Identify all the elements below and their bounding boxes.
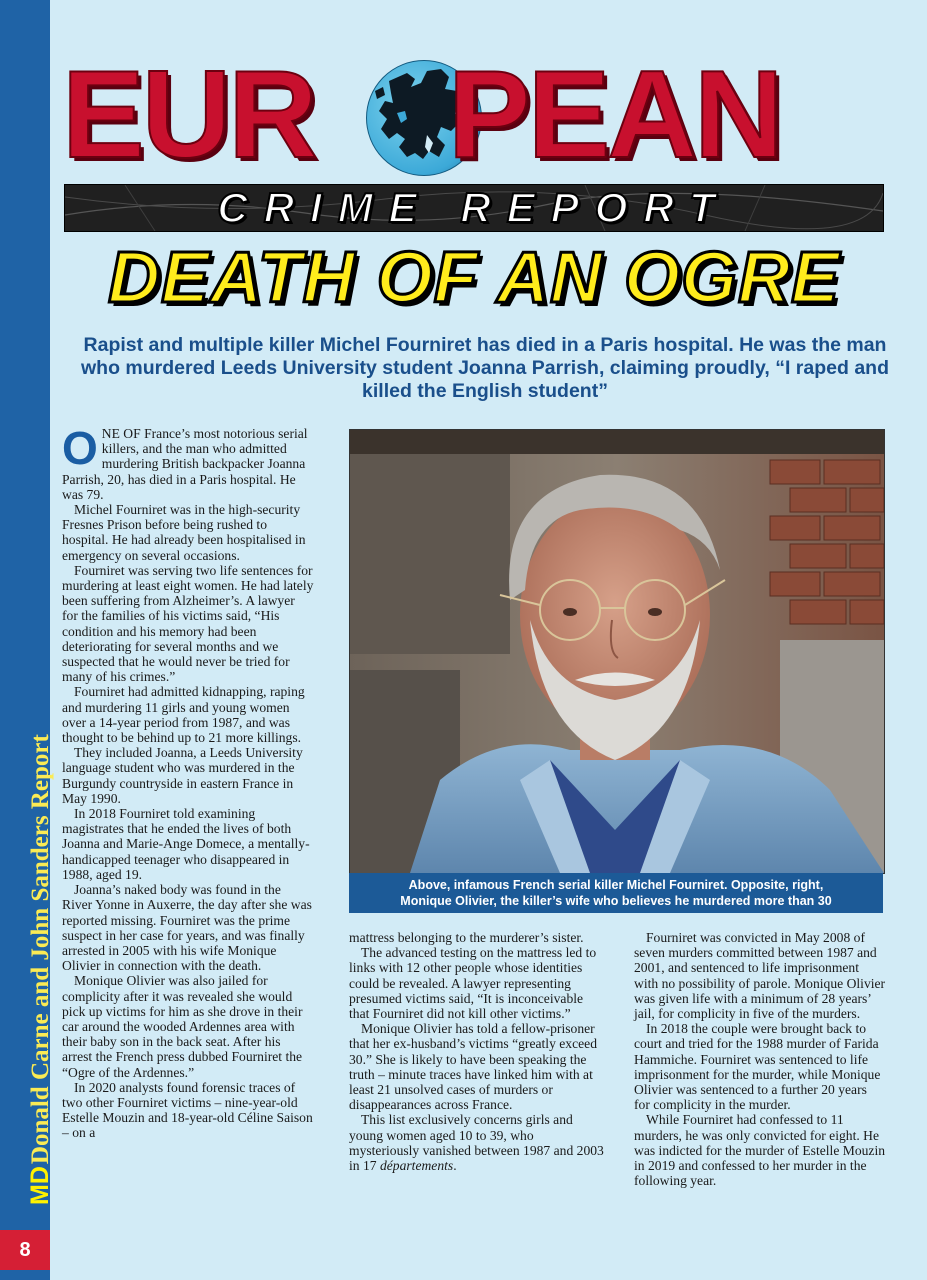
caption-line-2: Monique Olivier, the killer’s wife who believes he murdered more than 30 <box>400 894 832 908</box>
article-column-1 <box>62 422 314 1141</box>
paragraph: While Fourniret had confessed to 11 murders, he was only convicted for eight. He was indicted for the murder of Estelle Mouzin in 2019 and confessed to her murder in the following year. <box>634 1112 886 1189</box>
paragraph: mattress belonging to the murderer’s sister. <box>349 930 584 945</box>
caption-line-1: Above, infamous French serial killer Michel Fourniret. Opposite, right, <box>408 878 824 892</box>
photo-caption <box>349 873 883 913</box>
crime-report-title: CRIME REPORT <box>217 184 731 231</box>
masthead-word-left: EUR <box>62 46 315 184</box>
article-column-3 <box>634 930 886 1188</box>
paragraph: Michel Fourniret was in the high-security Fresnes Prison before being rushed to hospital. He had already been hospitalised in emergency on several occasions. <box>62 502 306 563</box>
article-column-2 <box>349 930 605 1173</box>
page-number: 8 <box>0 1230 50 1270</box>
paragraph: The advanced testing on the mattress led to links with 12 other people whose identities could be revealed. A lawyer representing presumed victims said, “It is inconceivable that Fourniret did not kill other victims.” <box>349 945 597 1022</box>
paragraph: Monique Olivier has told a fellow-prisoner that her ex-husband’s victims “greatly exceed 30.” She is likely to have been speaking the truth – minute traces have linked him with at least 21 unsolved cases of murders or disappearances across France. <box>349 1021 597 1113</box>
masthead-word-right: PEAN <box>448 46 781 184</box>
sidebar-title <box>25 685 56 1205</box>
fourniret-photo <box>349 429 885 874</box>
crime-report-banner <box>64 184 884 232</box>
headline: DEATH OF AN OGRE <box>108 238 840 318</box>
drop-cap: O <box>62 422 98 474</box>
paragraph: ONE OF France’s most notorious serial killers, and the man who admitted murdering British backpacker Joanna Parrish, 20, has died in a Paris hospital. He was 79. <box>62 422 308 502</box>
paragraph: Fourniret had admitted kidnapping, raping and murdering 11 girls and young women over a 14-year period from 1987, and was thought to be behind up to 21 more killings. <box>62 684 305 746</box>
paragraph: They included Joanna, a Leeds University language student who was murdered in the Burgundy countryside in eastern France in May 1990. <box>62 745 303 806</box>
paragraph: Fourniret was serving two life sentences for murdering at least eight women. He had lately been suffering from Alzheimer’s. A lawyer for the families of his victims said, “His condition and his memory had been deteriorating for several months and we suspected that he would never be tried for many of his crimes.” <box>62 562 314 685</box>
paragraph: Fourniret was convicted in May 2008 of seven murders committed between 1987 and 2001, and sentenced to life imprisonment with no possibility of parole. Monique Olivier was given life with a minimum of 28 years’ jail, for complicity in five of the murders. <box>634 930 886 1022</box>
paragraph: In 2018 Fourniret told examining magistrates that he ended the lives of both Joanna and Marie-Ange Domece, a mentally-handicapped teenager who disappeared in 1988, aged 19. <box>62 806 310 882</box>
paragraph: This list exclusively concerns girls and young women aged 10 to 39, who mysteriously vanished between 1987 and 2003 in 17 départements. <box>349 1112 604 1174</box>
paragraph: Monique Olivier was also jailed for complicity after it was revealed she would pick up victims for him as she drove in their car around the wooded Ardennes area with their baby son in the back seat. After his arrest the French press dubbed Fourniret the “Ogre of the Ardennes.” <box>62 973 303 1080</box>
paragraph: Joanna’s naked body was found in the River Yonne in Auxerre, the day after she was reported missing. Fourniret was the prime suspect in her case for years, and was finally arrested in 2005 with his wife Monique Olivier in connection with the death. <box>62 882 312 974</box>
paragraph: In 2018 the couple were brought back to court and tried for the 1988 murder of Farida Hammiche. Fourniret was sentenced to life imprisonment for the murder, while Monique Olivier was sentenced to a further 20 years for complicity in the murder. <box>634 1021 881 1113</box>
masthead <box>62 46 882 184</box>
standfirst: Rapist and multiple killer Michel Fourniret has died in a Paris hospital. He was the man who murdered Leeds University student Joanna Parrish, claiming proudly, “I raped and killed the English student” <box>81 334 889 402</box>
sidebar-brand: MD <box>26 1166 54 1205</box>
sidebar-report-title: Donald Carne and John Sanders Report <box>27 734 54 1165</box>
paragraph: In 2020 analysts found forensic traces of two other Fourniret victims – nine-year-old Estelle Mouzin and 18-year-old Céline Saison – on a <box>62 1079 313 1141</box>
